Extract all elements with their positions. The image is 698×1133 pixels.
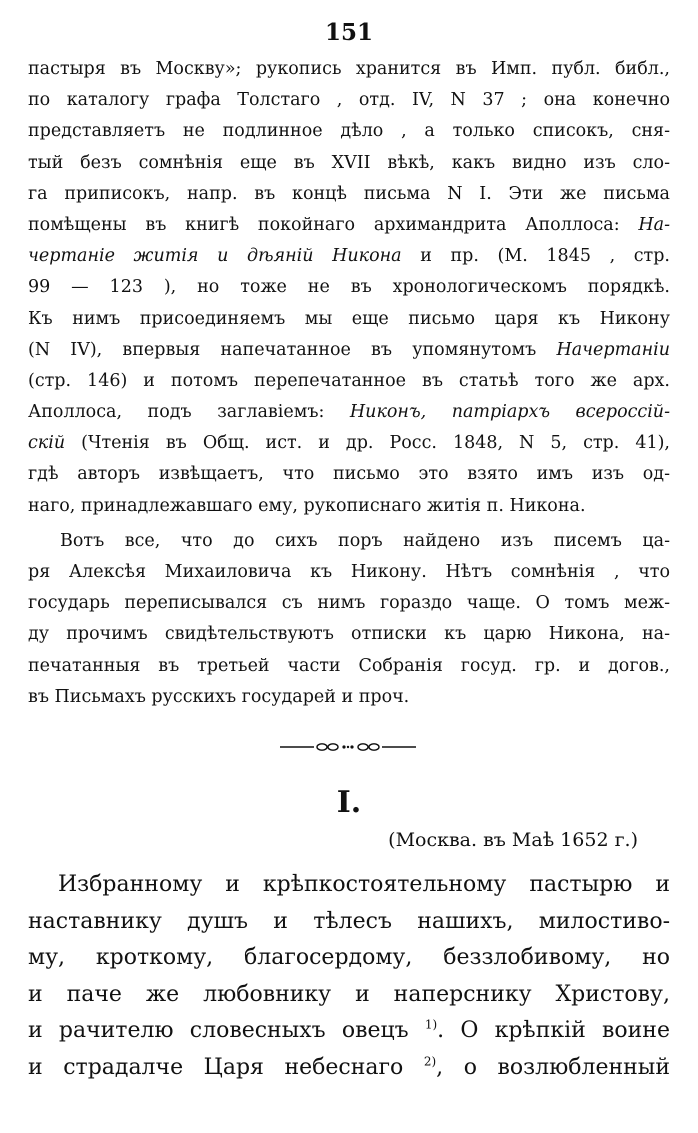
text-line <box>28 940 670 977</box>
text-segment: помѣщены въ книгѣ покойнаго архимандрита Аполлоса: <box>28 214 639 235</box>
text-segment: Никонъ, патріархъ всероссій- <box>349 402 670 423</box>
text-segment: ря Алексѣя Михаиловича къ Никону. Нѣтъ сомнѣнія , что <box>28 562 670 582</box>
text-segment: и паче же любовнику и наперснику Христову, <box>28 981 670 1007</box>
text-segment: му, кроткому, благосердому, беззлобивому, но <box>28 945 670 971</box>
text-segment: , о возлюбленный <box>436 1054 670 1080</box>
text-line <box>28 148 670 179</box>
text-segment: тый безъ сомнѣнія еще въ XVII вѣкѣ, какъ видно изъ сло- <box>28 152 670 173</box>
text-segment: (N IV), впервыя напечатанное въ упомянутомъ <box>28 339 557 360</box>
second-paragraph <box>28 526 670 713</box>
text-line <box>28 54 670 85</box>
intro-paragraph <box>28 54 670 522</box>
book-page <box>28 14 670 1124</box>
text-segment: . О крѣпкій воине <box>437 1018 670 1044</box>
text-line <box>28 335 670 366</box>
text-segment: (стр. 146) и потомъ перепечатанное въ статьѣ того же арх. <box>28 370 670 391</box>
text-line <box>28 366 670 397</box>
text-segment: и рачителю словесныхъ овецъ <box>28 1018 425 1044</box>
text-segment: га приписокъ, напр. въ концѣ письма N I. Эти же письма <box>28 183 670 204</box>
text-line <box>28 1013 670 1050</box>
text-segment: скій <box>28 433 66 454</box>
text-line <box>28 557 670 588</box>
letter-text <box>28 867 670 1087</box>
text-segment: пастыря въ Москву»; рукопись хранится въ Имп. публ. библ., <box>28 59 670 79</box>
text-segment: и страдалче Царя небеснаго <box>28 1054 424 1080</box>
text-segment: печатанныя въ третьей части Собранія госуд. гр. и догов., <box>28 655 670 676</box>
text-segment: (Чтенія въ Общ. ист. и др. Росс. 1848, N 5, стр. 41), <box>65 433 670 454</box>
text-line <box>28 116 670 147</box>
text-line <box>28 588 670 619</box>
text-segment: государь переписывался съ нимъ гораздо чаще. О томъ меж- <box>28 593 670 614</box>
text-segment: Аполлоса, подъ заглавіемъ: <box>28 402 350 423</box>
text-line <box>28 85 670 116</box>
footnote-marker: 2) <box>423 1054 437 1069</box>
text-line <box>28 210 670 241</box>
text-segment: представляетъ не подлинное дѣло , а только списокъ, сня- <box>28 121 670 142</box>
text-line <box>28 977 670 1014</box>
text-line <box>28 397 670 428</box>
text-segment: въ Письмахъ русскихъ государей и проч. <box>28 686 410 707</box>
text-line <box>28 682 670 713</box>
text-line <box>28 651 670 682</box>
text-line <box>28 428 670 459</box>
text-segment: чертаніе житія и дѣяній Никона <box>28 246 402 267</box>
text-segment: ду прочимъ свидѣтельствуютъ отписки къ царю Никона, на- <box>28 624 670 645</box>
text-segment: Начертаніи <box>556 339 670 360</box>
text-segment: На- <box>638 214 670 235</box>
text-line <box>28 241 670 272</box>
divider-ornament-icon <box>280 741 416 753</box>
text-segment: Избранному и крѣпкостоятельному пастырю и <box>58 871 670 897</box>
letter-number: I. <box>336 784 362 820</box>
text-segment: по каталогу графа Толстаго , отд. IV, N 37 ; она конечно <box>28 90 670 111</box>
text-line <box>28 867 670 904</box>
text-line <box>28 526 670 557</box>
section-ornament <box>28 719 670 777</box>
text-line <box>28 179 670 210</box>
text-line <box>28 491 670 522</box>
text-segment: наставнику душъ и тѣлесъ нашихъ, милостиво- <box>28 908 670 934</box>
text-line <box>28 904 670 941</box>
text-segment: Вотъ все, что до сихъ поръ найдено изъ писемъ ца- <box>60 530 670 551</box>
letter-dateline: (Москва. въ Маѣ 1652 г.) <box>388 828 638 851</box>
text-line <box>28 272 670 303</box>
text-segment: и пр. (М. 1845 , стр. <box>401 246 670 267</box>
page-number: 151 <box>324 19 373 46</box>
text-line <box>28 459 670 490</box>
footnote-marker: 1) <box>424 1017 438 1032</box>
text-segment: Къ нимъ присоединяемъ мы еще письмо царя къ Никону <box>28 308 670 329</box>
text-segment: 99 — 123 ), но тоже не въ хронологическомъ порядкѣ. <box>28 277 670 298</box>
text-line <box>28 619 670 650</box>
text-segment: наго, принадлежавшаго ему, рукописнаго житія п. Никона. <box>28 495 586 516</box>
text-line <box>28 1050 670 1087</box>
text-line <box>28 304 670 335</box>
text-segment: гдѣ авторъ извѣщаетъ, что письмо это взято имъ изъ од- <box>28 464 670 485</box>
